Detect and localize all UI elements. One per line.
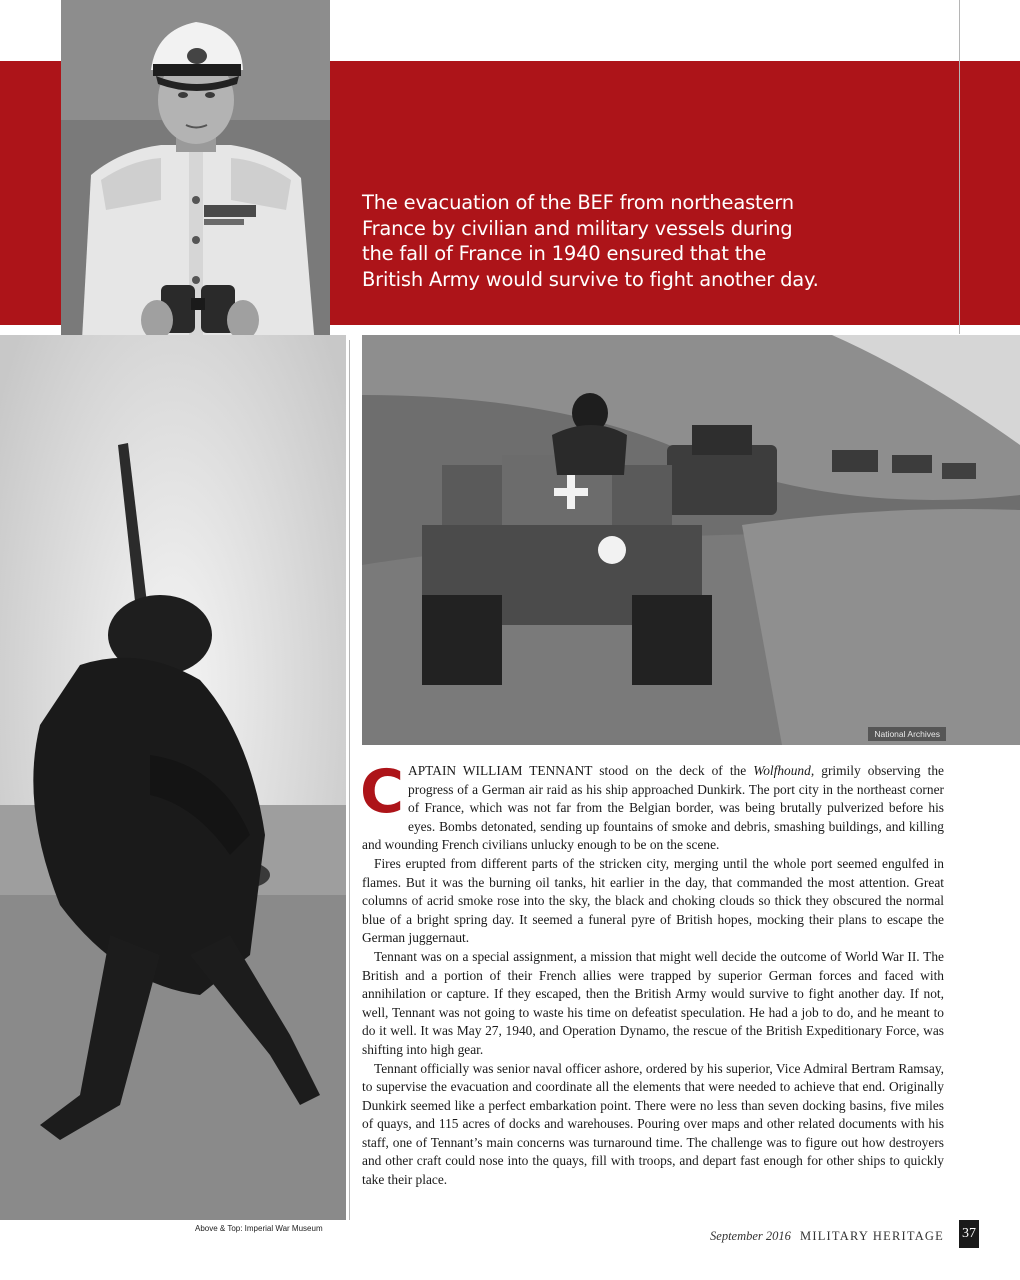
subtitle-line: The evacuation of the BEF from northeastern <box>362 191 794 214</box>
portrait-illustration <box>61 0 330 358</box>
paragraph <box>360 757 944 855</box>
subtitle-line: British Army would survive to fight another day. <box>362 267 819 291</box>
column-rule-top <box>959 0 960 334</box>
photo-credit-national-archives: National Archives <box>868 727 946 741</box>
magazine-name: MILITARY HERITAGE <box>800 1229 944 1243</box>
lead-in: APTAIN WILLIAM TENNANT <box>408 763 593 778</box>
issue-date: September 2016 <box>710 1229 791 1243</box>
text-run: grimily observing the progress of a German air raid as his ship approached Dunkirk. The port city in the northeast corner of France, which was not far from the Belgian border, was being brutally pulverized before his eyes. Bombs detonated, sending up fountains of smoke and debris, smashing buildings, and killing and wounding French civilians unlucky enough to be on the scene. <box>362 763 944 853</box>
page-footer <box>710 1229 944 1244</box>
page-number: 37 <box>959 1220 979 1248</box>
tank-illustration <box>362 335 1020 745</box>
paragraph: Tennant was on a special assignment, a mission that might well decide the outcome of World War II. The British and a portion of their French allies were trapped by superior German forces and faced with annihilation or capture. If they escaped, then the British Army would survive to fight another day. If not, well, Tennant was not going to waste his time on defeatist speculation. He had a job to do, and he meant to do it well. It was May 27, 1940, and Operation Dynamo, the rescue of the British Expeditionary Force, was shifting into high gear. <box>362 948 944 1057</box>
article-subtitle <box>362 190 922 292</box>
soldier-photo <box>0 335 346 1220</box>
paragraph: Tennant officially was senior naval officer ashore, ordered by his superior, Vice Admiral Bertram Ramsay, to supervise the evacuation and coordinate all the elements that were needed to achieve that end. Originally Dunkirk seemed like a perfect embarkation point. There were no less than seven docking basins, five miles of quays, and 115 acres of docks and warehouses. Pouring over maps and other related documents with his staff, one of Tennant’s main concerns was turnaround time. The challenge was to figure out how destroyers and other craft could nose into the quays, fill with troops, and depart fast enough for other ships to quickly take their place. <box>362 1060 944 1188</box>
tank-photo <box>362 335 1020 745</box>
subtitle-line: the fall of France in 1940 ensured that the <box>362 242 767 265</box>
portrait-photo <box>61 0 330 358</box>
ship-name: Wolfhound, <box>753 763 815 778</box>
column-rule-middle <box>349 340 350 1220</box>
article-body <box>360 757 944 1190</box>
paragraph: Fires erupted from different parts of the stricken city, merging until the whole port seemed engulfed in flames. But it was the burning oil tanks, hit earlier in the day, that commanded the most attention. Great columns of acrid smoke rose into the sky, the black and choking clouds so thick they obscured the normal blue of a bright spring day. It seemed a funeral pyre of British hopes, mocking their plans to escape the German juggernaut. <box>362 855 944 946</box>
subtitle-line: France by civilian and military vessels during <box>362 216 793 240</box>
drop-cap: C <box>360 757 405 827</box>
soldier-illustration <box>0 335 346 1220</box>
photo-credit-imperial-war-museum: Above & Top: Imperial War Museum <box>195 1224 323 1233</box>
text-run: stood on the deck of the <box>592 763 754 778</box>
